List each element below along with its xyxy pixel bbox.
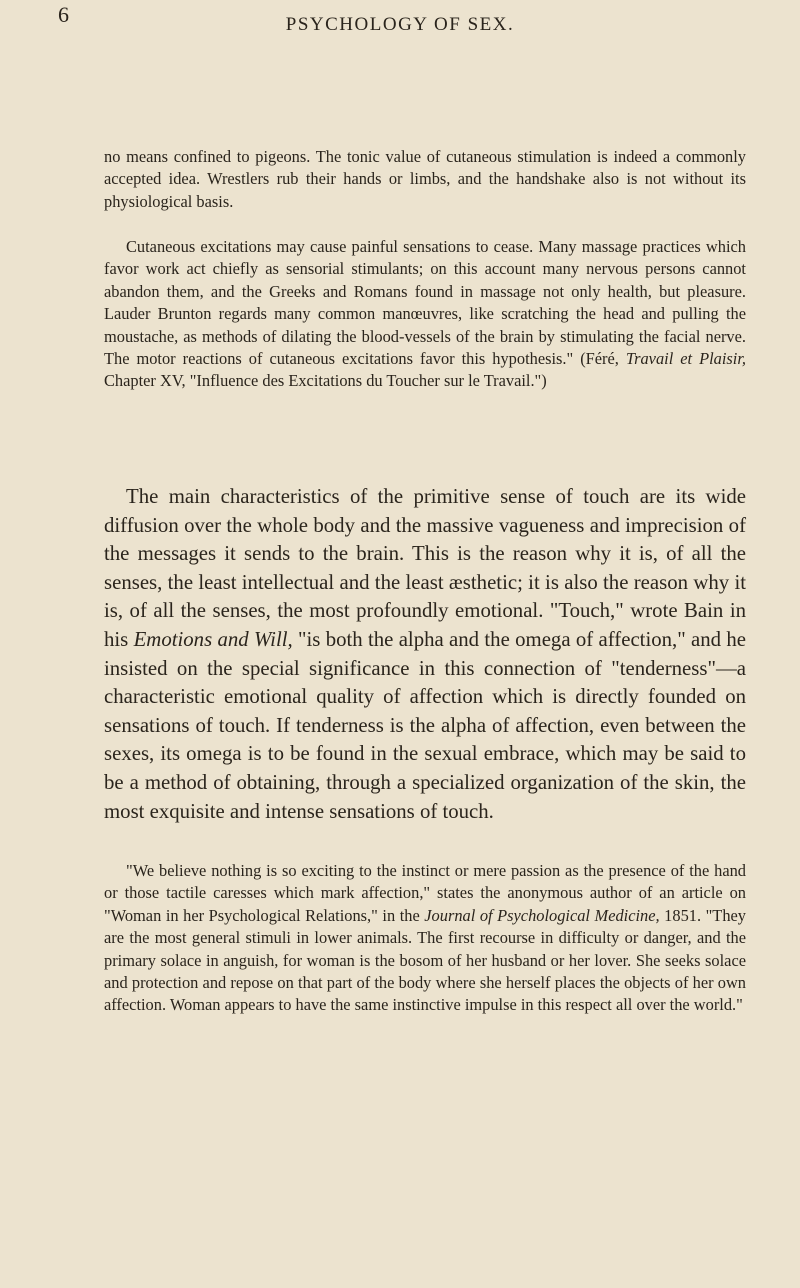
paragraph-text: The main characteristics of the primitive sense of touch are its wide diffusion over the whole body and the massive vagueness and imprecision of the messages it sends to the brain. This is the reason why it is, of all the senses, the least intellectual and the least æsthetic; it is also the reason why it is, of all the senses, the most profoundly emotional. "Touch," wrote Bain in his bbox=[104, 485, 746, 651]
paragraph-text: "We believe nothing is so exciting to the instinct or mere passion as the presence of the hand or those tactile caresses which mark affection," states the anonymous author of an article on "Woman in her Psychological Relations," in the bbox=[104, 861, 746, 925]
paragraph-continued bbox=[104, 146, 746, 213]
journal-title: Journal of Psychological Medicine, bbox=[424, 905, 660, 925]
paragraph-text: 1851. "They are the most general stimuli in lower animals. The first recourse in difficulty or danger, and the primary solace in anguish, for woman is the bosom of her husband or her lover. She seeks solace and protection and repose on that part of the body where she herself places the objects of her own affection. Woman appears to have the same instinctive impulse in this respect all over the world." bbox=[104, 905, 746, 1015]
book-title: Emotions and Will, bbox=[133, 627, 293, 651]
paragraph-text: Chapter XV, "Influence des Excitations du Toucher sur le Travail.") bbox=[104, 371, 547, 391]
running-head: PSYCHOLOGY OF SEX. bbox=[285, 14, 515, 35]
paragraph-main-body bbox=[104, 483, 746, 826]
page-number: 6 bbox=[58, 2, 69, 27]
book-title: Travail et Plaisir, bbox=[625, 349, 746, 369]
paragraph-quote-journal bbox=[104, 860, 746, 1017]
paragraph-text: Cutaneous excitations may cause painful sensations to cease. Many massage practices which favor work act chiefly as sensorial stimulants; on this account many nervous persons cannot abandon them, and the Greeks and Romans found in massage not only health, but pleasure. Lauder Brunton regards many common manœuvres, like scratching the head and pulling the moustache, as methods of dilating the blood-vessels of the brain by stimulating the facial nerve. The motor reactions of cutaneous excitations favor this hypothesis." (Féré, bbox=[104, 237, 746, 369]
paragraph-text: "is both the alpha and the omega of affection," and he insisted on the special significance in this connection of "tenderness"—a characteristic emotional quality of affection which is directly founded on sensations of touch. If tenderness is the alpha of affection, even between the sexes, its omega is to be found in the sexual embrace, which may be said to be a method of obtaining, through a specialized organization of the skin, the most exquisite and intense sensations of touch. bbox=[104, 627, 746, 823]
paragraph-quote-fere bbox=[104, 236, 746, 393]
paragraph-text: no means confined to pigeons. The tonic value of cutaneous stimulation is indeed a commonly accepted idea. Wrestlers rub their hands or limbs, and the handshake also is not without its physiological basis. bbox=[104, 147, 746, 211]
